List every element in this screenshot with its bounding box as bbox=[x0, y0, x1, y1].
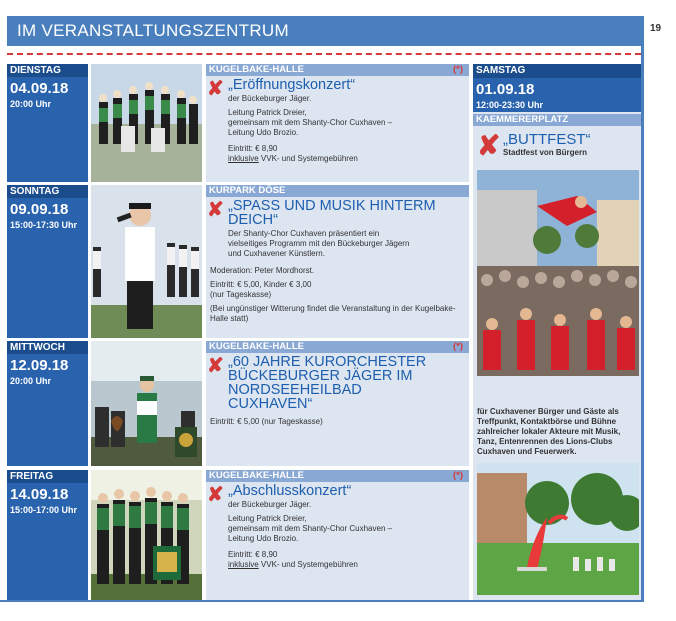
event-location-label: KUGELBAKE-HALLE bbox=[209, 64, 304, 75]
moderation: Moderation: Peter Mordhorst. bbox=[210, 266, 315, 275]
event-day: SONNTAG bbox=[7, 185, 88, 198]
dashed-divider bbox=[7, 53, 641, 55]
event-description bbox=[206, 227, 469, 259]
event-day: MITTWOCH bbox=[7, 341, 88, 354]
x-mark-icon: ✘ bbox=[207, 78, 224, 100]
event-location-label: KUGELBAKE-HALLE bbox=[209, 470, 304, 481]
desc-line: gemeinsam mit dem Shanty-Chor Cuxhaven – bbox=[228, 524, 393, 533]
bottom-border-line bbox=[0, 600, 644, 602]
event-title-row bbox=[206, 355, 469, 411]
event-day: SAMSTAG bbox=[473, 64, 641, 78]
event-date: 09.09.18 bbox=[10, 201, 69, 218]
event-price: Eintritt: € 8,90 bbox=[228, 144, 278, 153]
event-location bbox=[206, 185, 469, 197]
event-day: FREITAG bbox=[7, 470, 88, 483]
event-info bbox=[206, 185, 469, 338]
desc-line: Leitung Patrick Dreier, bbox=[228, 108, 307, 117]
event-price: Eintritt: € 8,90 bbox=[228, 550, 278, 559]
event-title-row bbox=[206, 199, 469, 227]
x-mark-icon: ✘ bbox=[207, 355, 224, 377]
event-title: „SPASS UND MUSIK HINTERM DEICH“ bbox=[228, 198, 436, 228]
event-row-2 bbox=[7, 185, 469, 338]
event-title: „BUTTFEST“ bbox=[503, 131, 591, 148]
event-row-4 bbox=[7, 470, 469, 600]
event-location bbox=[206, 64, 469, 76]
event-details bbox=[206, 264, 469, 324]
event-description bbox=[206, 92, 469, 164]
footnote-marker: (*) bbox=[452, 470, 463, 481]
event-title: „Eröffnungskonzert“ bbox=[228, 77, 356, 93]
event-time: 20:00 Uhr bbox=[10, 99, 52, 109]
section-title: IM VERANSTALTUNGSZENTRUM bbox=[17, 21, 289, 40]
event-date: 14.09.18 bbox=[10, 486, 69, 503]
x-mark-icon: ✘ bbox=[207, 484, 224, 506]
event-time: 15:00-17:00 Uhr bbox=[10, 505, 78, 515]
footnote-marker: (*) bbox=[452, 64, 463, 75]
event-subtitle: der Bückeburger Jäger. bbox=[228, 94, 312, 103]
event-date-block bbox=[473, 78, 641, 112]
event-subtitle: Stadtfest von Bürgern bbox=[503, 148, 588, 157]
event-photo-orchestra bbox=[91, 341, 202, 466]
event-details bbox=[206, 411, 469, 427]
event-photo-sculpture bbox=[477, 463, 639, 595]
x-mark-icon: ✘ bbox=[477, 130, 501, 161]
event-price: Eintritt: € 5,00 (nur Tageskasse) bbox=[210, 417, 323, 426]
event-photo-dancers bbox=[477, 170, 639, 376]
event-location-label: KUGELBAKE-HALLE bbox=[209, 341, 304, 352]
event-photo-brass-band bbox=[91, 470, 202, 600]
event-date-block bbox=[7, 470, 88, 600]
event-row-1 bbox=[7, 64, 469, 182]
price-note: (nur Tageskasse) bbox=[210, 290, 272, 299]
section-header bbox=[7, 16, 641, 46]
right-border-line bbox=[641, 16, 644, 602]
event-location bbox=[206, 341, 469, 353]
desc-line: Leitung Udo Brozio. bbox=[228, 128, 299, 137]
event-time: 12:00-23:30 Uhr bbox=[476, 100, 544, 110]
event-price: Eintritt: € 5,00, Kinder € 3,00 bbox=[210, 280, 312, 289]
event-info bbox=[206, 341, 469, 466]
event-title-row bbox=[473, 126, 641, 166]
event-date-block bbox=[7, 185, 88, 338]
saturday-column bbox=[473, 64, 641, 600]
event-location-label: KURPARK DÖSE bbox=[209, 185, 286, 196]
x-mark-icon: ✘ bbox=[207, 199, 224, 221]
event-date-block bbox=[7, 341, 88, 466]
event-title: „60 JAHRE KURORCHESTER BÜCKEBURGER JÄGER IM NORDSEEHEILBAD CUXHAVEN“ bbox=[228, 354, 427, 412]
desc-line: Der Shanty-Chor Cuxhaven präsentiert ein bbox=[228, 229, 380, 238]
event-photo-band-outdoor bbox=[91, 64, 202, 182]
event-time: 15:00-17:30 Uhr bbox=[10, 220, 78, 230]
weather-note: (Bei ungünstiger Witterung findet die Veranstaltung in der Kugelbake-Halle statt) bbox=[210, 304, 456, 323]
desc-line: Leitung Udo Brozio. bbox=[228, 534, 299, 543]
desc-line: Leitung Patrick Dreier, bbox=[228, 514, 307, 523]
price-note: VVK- und Systemgebühren bbox=[258, 154, 358, 163]
event-day: DIENSTAG bbox=[7, 64, 88, 77]
event-subtitle: der Bückeburger Jäger. bbox=[228, 500, 312, 509]
page-number: 19 bbox=[650, 23, 662, 34]
event-date-block bbox=[7, 64, 88, 182]
desc-line: gemeinsam mit dem Shanty-Chor Cuxhaven – bbox=[228, 118, 393, 127]
event-date: 01.09.18 bbox=[476, 81, 535, 98]
event-time: 20:00 Uhr bbox=[10, 376, 52, 386]
event-date: 12.09.18 bbox=[10, 357, 69, 374]
event-info bbox=[206, 470, 469, 600]
event-photo-singer bbox=[91, 185, 202, 338]
price-note-underlined: inklusive bbox=[228, 154, 259, 163]
footnote-marker: (*) bbox=[452, 341, 463, 352]
event-location bbox=[206, 470, 469, 482]
event-description: für Cuxhavener Bürger und Gäste als Treffpunkt, Kontaktbörse und Bühne zahlreicher lokaler Akteure mit Musik, Tanz, Entenrennen des Lions-Clubs Cuxhaven und Feuerwerk. bbox=[477, 407, 621, 456]
event-date: 04.09.18 bbox=[10, 80, 69, 97]
price-note-underlined: inklusive bbox=[228, 560, 259, 569]
event-description bbox=[206, 498, 469, 570]
desc-line: vielseitiges Programm mit den Bückeburger Jägern bbox=[228, 239, 410, 248]
event-row-3 bbox=[7, 341, 469, 466]
desc-line: und Cuxhavener Künstlern. bbox=[228, 249, 325, 258]
event-info bbox=[206, 64, 469, 182]
price-note: VVK- und Systemgebühren bbox=[258, 560, 358, 569]
event-title: „Abschlusskonzert“ bbox=[228, 483, 352, 499]
event-location: KAEMMERERPLATZ bbox=[473, 114, 641, 126]
